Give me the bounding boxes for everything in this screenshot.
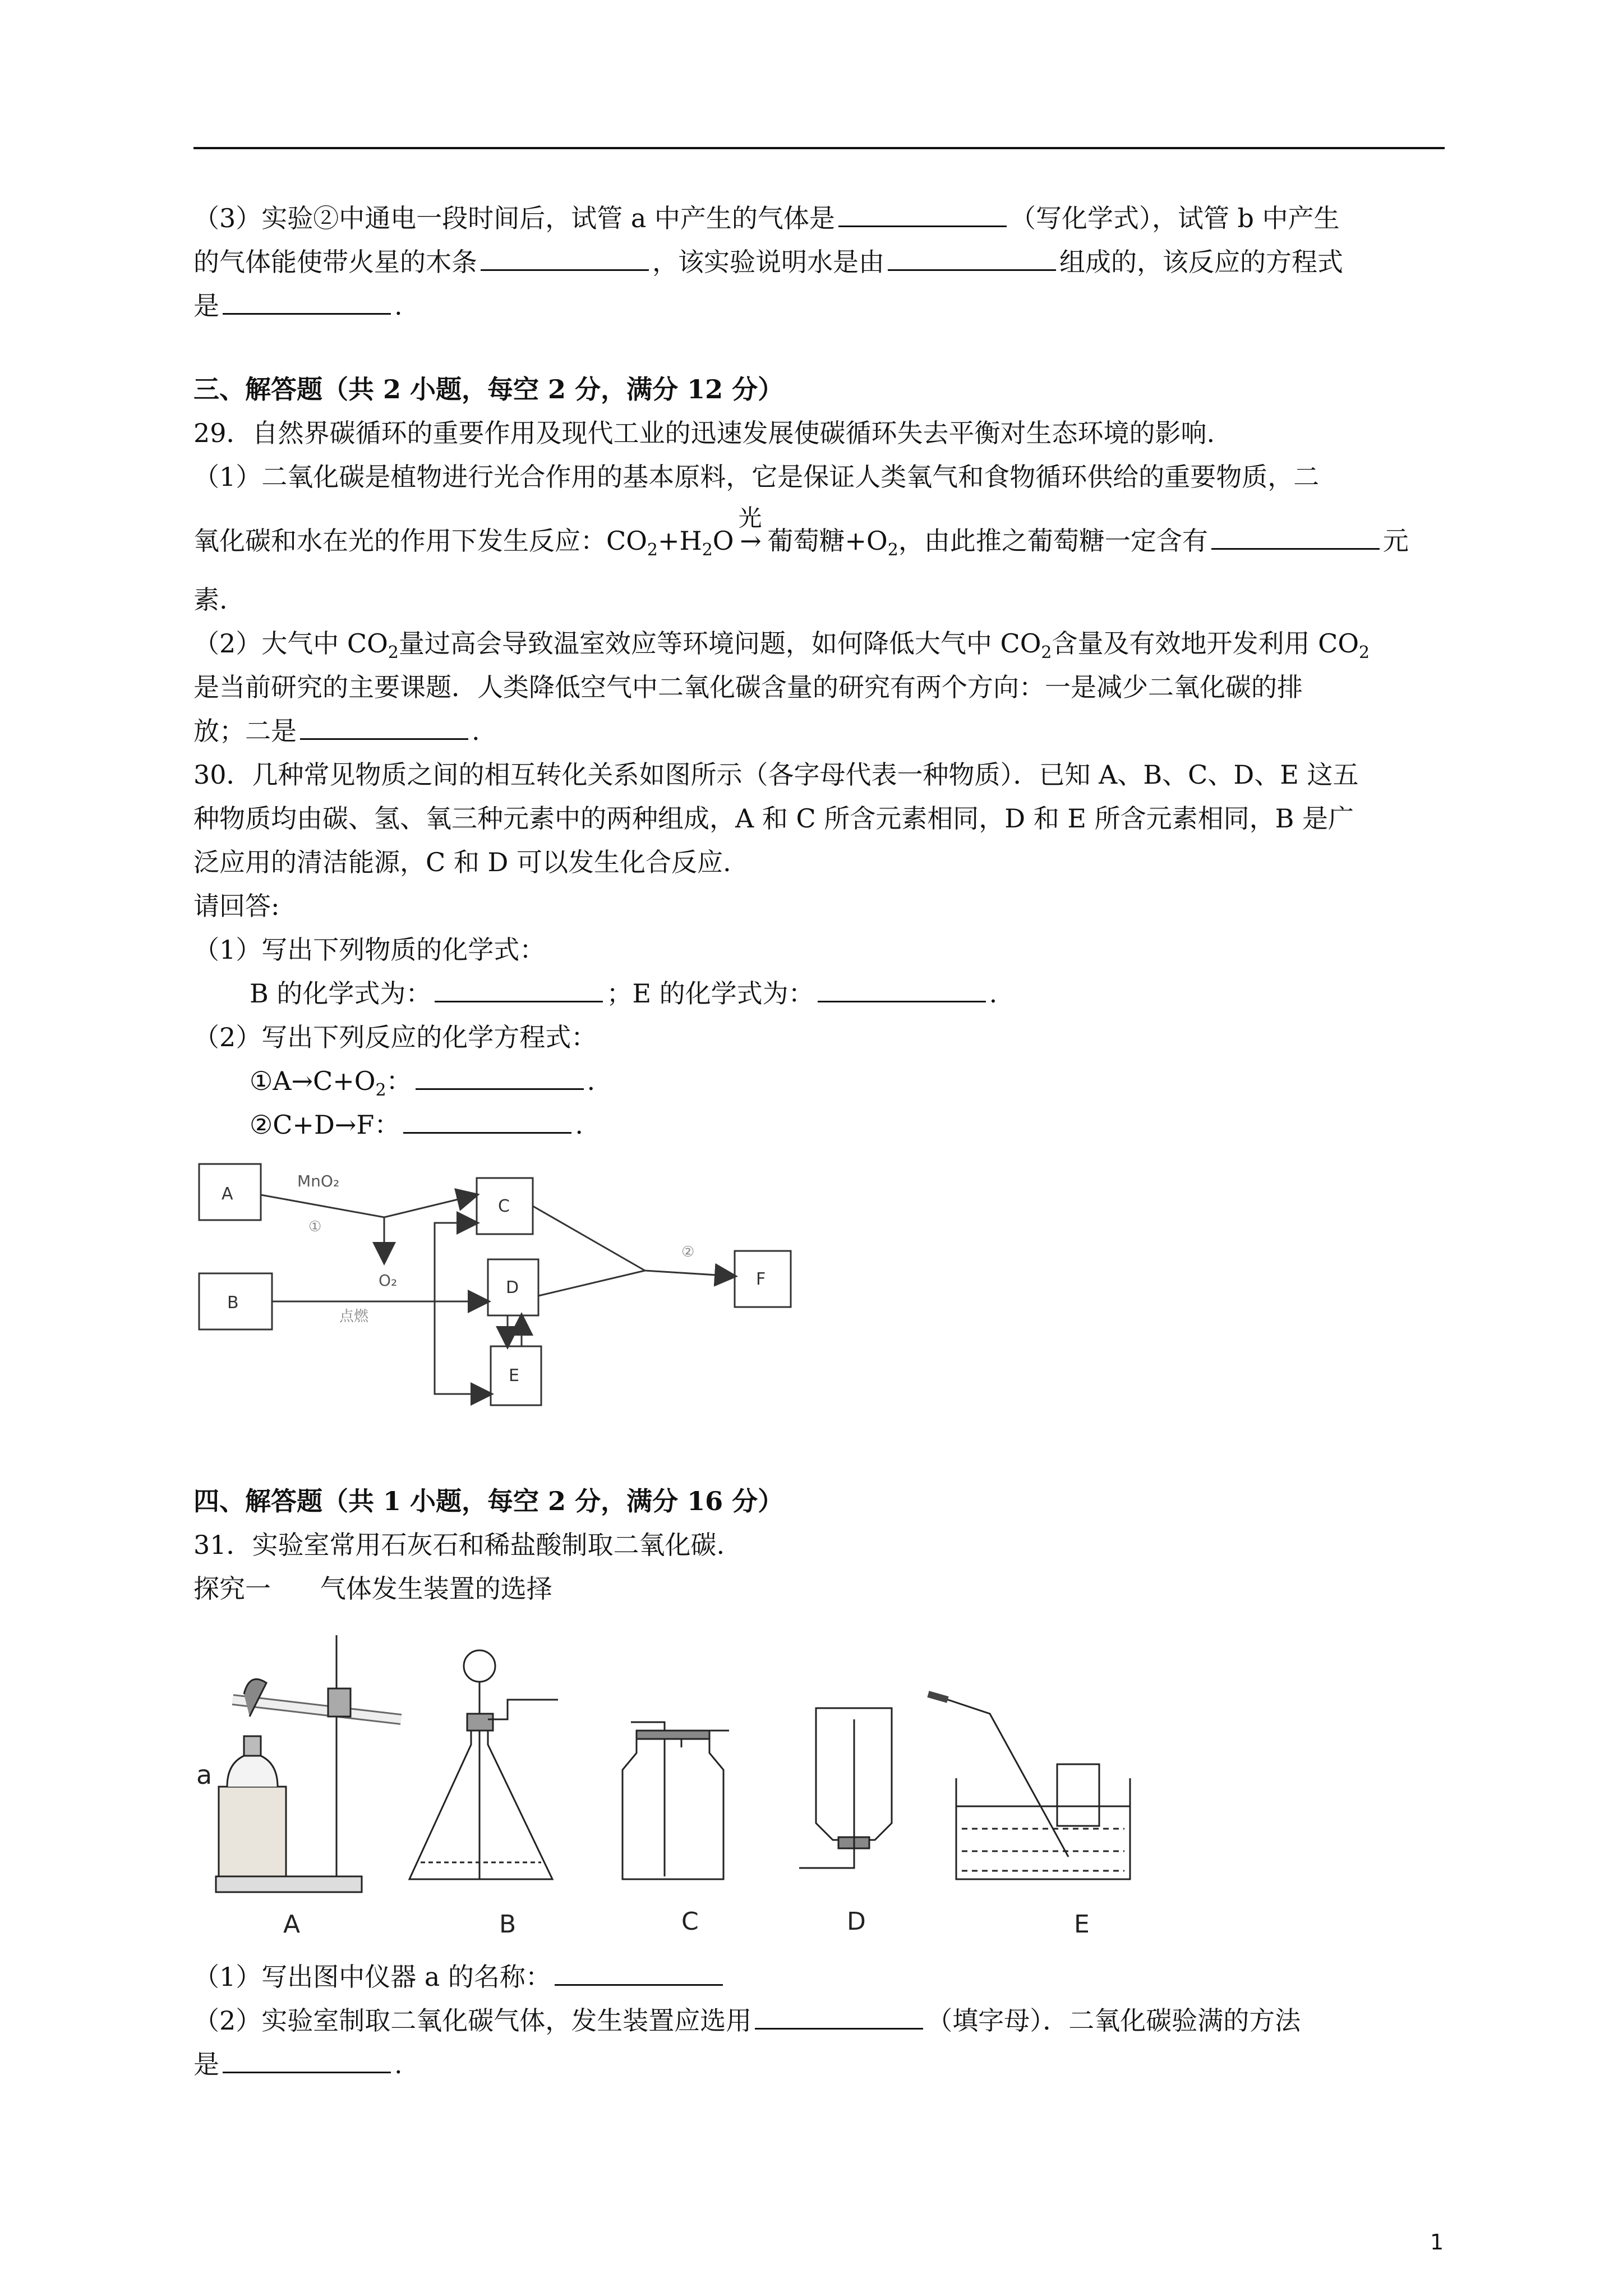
q29-part1-line2: 氧化碳和水在光的作用下发生反应：$CO_2+H_2O$ 光 → 葡萄糖$+O_2$，由此推之葡萄糖一定含有 元 bbox=[193, 519, 1445, 572]
q29-part1-line3: 素. bbox=[193, 585, 228, 615]
q29-stem: 29．自然界碳循环的重要作用及现代工业的迅速发展使碳循环失去平衡对生态环境的影响. bbox=[193, 418, 1215, 448]
answer-blank[interactable] bbox=[435, 976, 603, 1002]
label-C: C bbox=[498, 1197, 510, 1216]
q31-stem: 31．实验室常用石灰石和稀盐酸制取二氧化碳. bbox=[193, 1530, 725, 1560]
light-condition: 光 bbox=[738, 504, 762, 532]
q29-part2-line2: 是当前研究的主要课题．人类降低空气中二氧化碳含量的研究有两个方向：一是减少二氧化碳的排 bbox=[193, 672, 1303, 702]
apparatus-label-B: B bbox=[499, 1910, 517, 1939]
apparatus-C bbox=[623, 1722, 729, 1879]
label-step2: ② bbox=[681, 1244, 695, 1260]
answer-blank[interactable] bbox=[300, 714, 468, 740]
q31-part1: （1）写出图中仪器 a 的名称： bbox=[193, 1955, 1445, 1999]
apparatus-a-mark: a bbox=[196, 1760, 213, 1790]
label-step1: ① bbox=[308, 1218, 322, 1235]
label-mno2: MnO₂ bbox=[297, 1172, 340, 1190]
q29-part2-line1: （2）大气中 $CO_2$量过高会导致温室效应等环境问题，如何降低大气中 $CO_2$含量及有效地开发利用 $CO_2$ bbox=[193, 628, 1370, 663]
apparatus-label-D: D bbox=[847, 1907, 866, 1936]
answer-blank[interactable] bbox=[223, 288, 391, 315]
label-B: B bbox=[227, 1293, 239, 1313]
label-o2: O₂ bbox=[379, 1271, 398, 1290]
header-rule bbox=[193, 147, 1445, 149]
apparatus-label-A: A bbox=[283, 1910, 301, 1939]
q29-part1-line1: （1）二氧化碳是植物进行光合作用的基本原料，它是保证人类氧气和食物循环供给的重要物质，二 bbox=[193, 462, 1320, 492]
apparatus-A bbox=[216, 1635, 401, 1892]
apparatus-D bbox=[799, 1708, 892, 1868]
answer-blank[interactable] bbox=[818, 976, 986, 1002]
q30-part1: （1）写出下列物质的化学式： bbox=[193, 935, 546, 965]
q31-part2-line2: 是 . bbox=[193, 2042, 1445, 2086]
section4-heading: 四、解答题（共 1 小题，每空 2 分，满分 16 分） bbox=[193, 1486, 784, 1516]
apparatus-B bbox=[409, 1650, 558, 1879]
answer-blank[interactable] bbox=[555, 1959, 723, 1986]
q30-line1: 30．几种常见物质之间的相互转化关系如图所示（各字母代表一种物质）．已知 A、B、C、D、E 这五 bbox=[193, 760, 1359, 790]
label-ignite: 点燃 bbox=[339, 1308, 369, 1325]
q29-part2-line3: 放；二是 . bbox=[193, 709, 1445, 753]
apparatus-label-E: E bbox=[1074, 1910, 1090, 1939]
answer-blank[interactable] bbox=[838, 201, 1007, 227]
answer-blank[interactable] bbox=[481, 245, 649, 271]
q28-part3-line3: 是 . bbox=[193, 284, 1445, 328]
label-A: A bbox=[222, 1184, 233, 1204]
answer-blank[interactable] bbox=[755, 2003, 923, 2030]
q31-part2-line1: （2）实验室制取二氧化碳气体，发生装置应选用 （填字母）．二氧化碳验满的方法 bbox=[193, 1999, 1445, 2042]
apparatus-E bbox=[928, 1694, 1130, 1879]
label-D: D bbox=[506, 1278, 519, 1297]
q28-part3-line1: （3）实验②中通电一段时间后，试管 a 中产生的气体是 （写化学式），试管 b 中产生 bbox=[193, 196, 1445, 240]
q30-line3: 泛应用的清洁能源，C 和 D 可以发生化合反应. bbox=[193, 847, 731, 877]
q30-part1-answers: B 的化学式为： ；E 的化学式为： . bbox=[193, 972, 1501, 1015]
answer-blank[interactable] bbox=[888, 245, 1056, 271]
answer-blank[interactable] bbox=[403, 1107, 571, 1134]
label-F: F bbox=[756, 1269, 766, 1289]
q31-explore1: 探究一 气体发生装置的选择 bbox=[193, 1573, 552, 1604]
page-number: 1 bbox=[1430, 2230, 1444, 2254]
label-E: E bbox=[509, 1366, 519, 1386]
q30-part2: （2）写出下列反应的化学方程式： bbox=[193, 1022, 597, 1052]
q30-reaction2: ②C+D→F： . bbox=[193, 1103, 1501, 1147]
q30-flow-diagram bbox=[193, 1156, 810, 1436]
q28-part3-line2: 的气体能使带火星的木条 ，该实验说明水是由 组成的，该反应的方程式 bbox=[193, 240, 1445, 284]
apparatus-figure bbox=[193, 1616, 1203, 1947]
q30-ask: 请回答: bbox=[193, 891, 280, 921]
answer-blank[interactable] bbox=[416, 1064, 584, 1090]
answer-blank[interactable] bbox=[223, 2047, 391, 2073]
section3-heading: 三、解答题（共 2 小题，每空 2 分，满分 12 分） bbox=[193, 374, 784, 404]
answer-blank[interactable] bbox=[1211, 523, 1380, 550]
q30-reaction1: $①A\to C+O_2$： . bbox=[193, 1059, 1501, 1112]
q30-line2: 种物质均由碳、氢、氧三种元素中的两种组成，A 和 C 所含元素相同，D 和 E 所含元素相同，B 是广 bbox=[193, 803, 1354, 834]
apparatus-label-C: C bbox=[681, 1907, 699, 1936]
